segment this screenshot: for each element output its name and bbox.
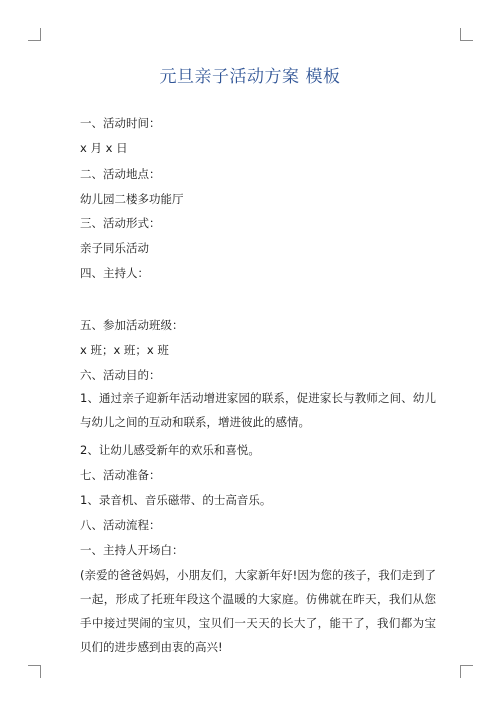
heading-activity-location: 二、活动地点： xyxy=(80,167,161,181)
goal-item-2: 2、让幼儿感受新年的欢乐和喜悦。 xyxy=(80,443,260,457)
heading-activity-goals: 六、活动目的： xyxy=(80,368,161,382)
heading-participating-classes: 五、参加活动班级： xyxy=(80,318,184,332)
preparation-item-1: 1、录音机、音乐磁带、的士高音乐。 xyxy=(80,493,272,507)
activity-location-value: 幼儿园二楼多功能厅 xyxy=(80,192,184,206)
flow-step-host-opening: 一、主持人开场白： xyxy=(80,543,184,557)
crop-mark-top-left xyxy=(28,28,41,41)
heading-activity-preparation: 七、活动准备： xyxy=(80,468,161,482)
heading-activity-flow: 八、活动流程： xyxy=(80,518,161,532)
host-speech-paragraph: (亲爱的爸爸妈妈，小朋友们，大家新年好!因为您的孩子，我们走到了一起，形成了托班年段这个温暖的大家庭。仿佛就在昨天，我们从您手中接过哭闹的宝贝，宝贝们一天天的长大了，能干了，我们都为宝贝们的进步感到由衷的高兴! xyxy=(80,568,436,654)
heading-host: 四、主持人： xyxy=(80,266,149,280)
goal-item-1: 1、通过亲子迎新年活动增进家园的联系，促进家长与教师之间、幼儿与幼儿之间的互动和联系，增进彼此的感情。 xyxy=(80,391,436,429)
crop-mark-top-right xyxy=(460,28,473,41)
activity-time-value: x 月 x 日 xyxy=(80,141,128,155)
participating-classes-value: x 班；x 班；x 班 xyxy=(80,343,169,357)
heading-activity-time: 一、活动时间： xyxy=(80,116,161,130)
crop-mark-bottom-right xyxy=(460,665,473,678)
activity-format-value: 亲子同乐活动 xyxy=(80,241,149,255)
document-title: 元旦亲子活动方案 模板 xyxy=(159,67,341,87)
crop-mark-bottom-left xyxy=(28,665,41,678)
heading-activity-format: 三、活动形式： xyxy=(80,216,161,230)
